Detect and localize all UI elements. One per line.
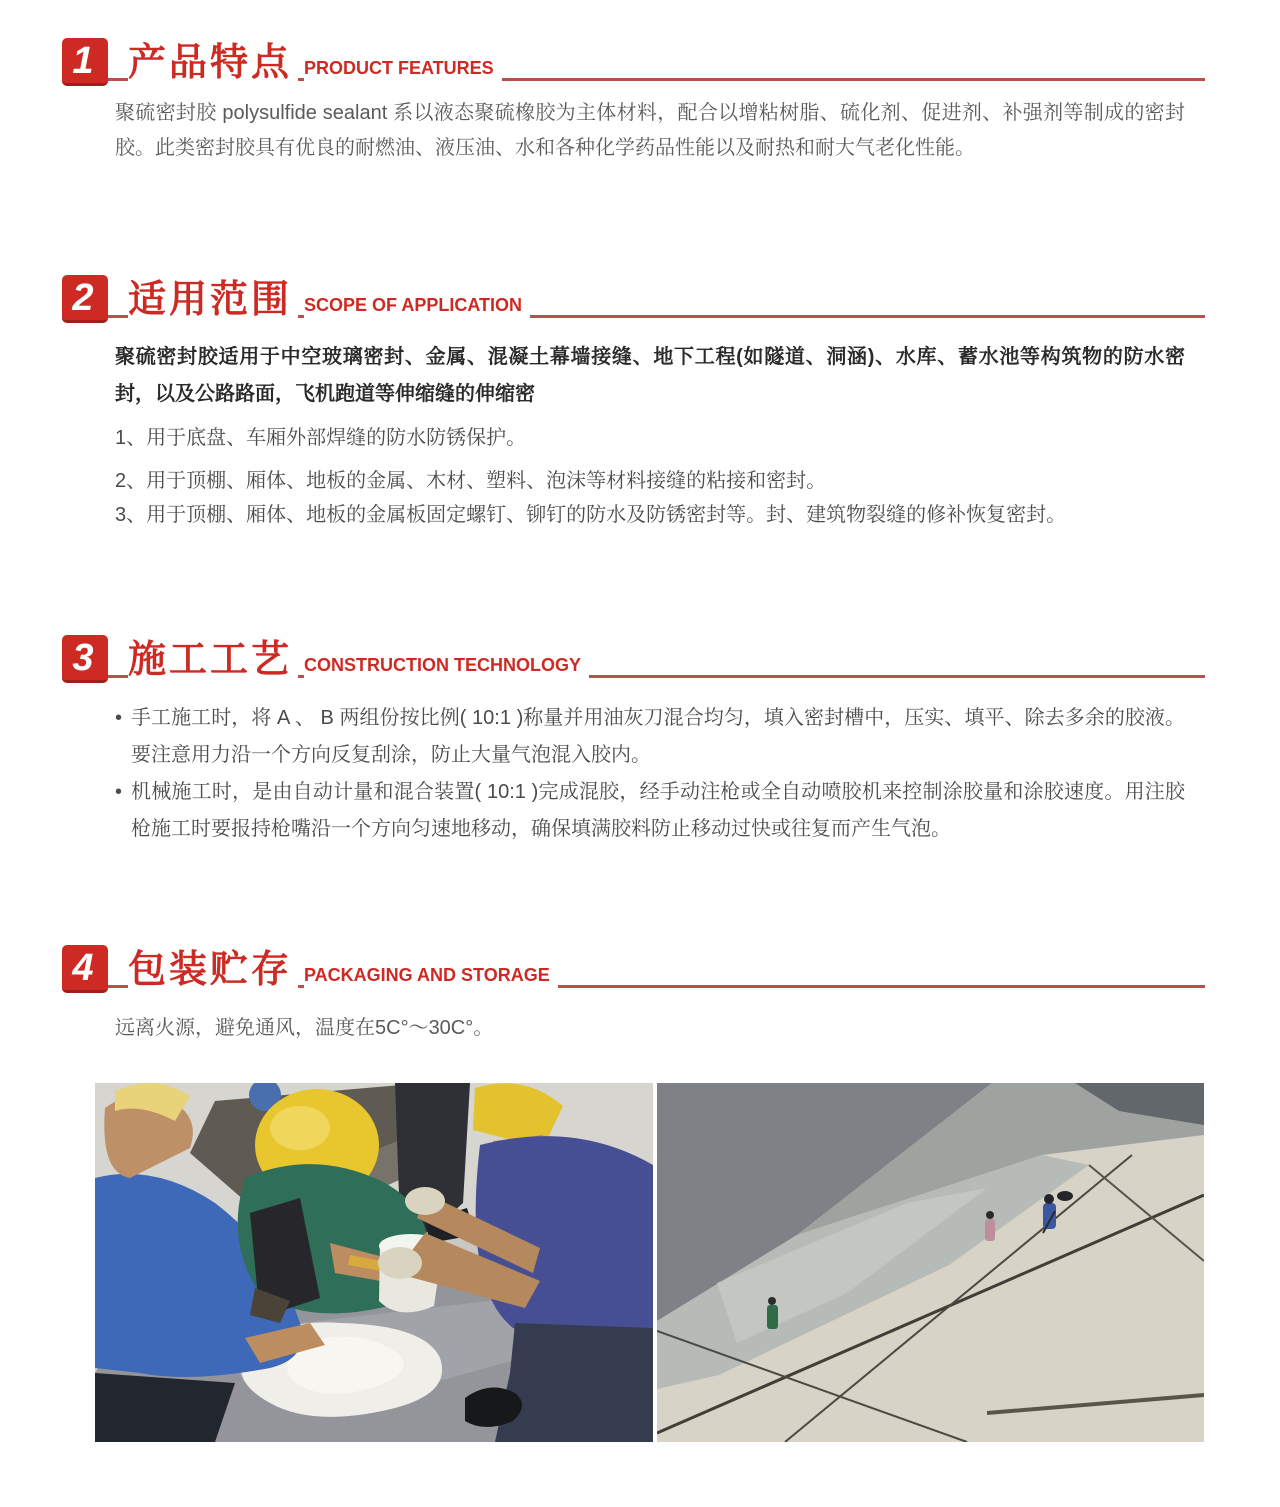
section-number-badge [62, 275, 108, 323]
bullet-item [115, 774, 1185, 848]
bullet-dot-icon: • [115, 707, 123, 729]
bullet-dot-icon: • [115, 781, 123, 803]
section-number-badge [62, 945, 108, 993]
section-construction-technology [62, 635, 1205, 848]
section-title-zh: 产品特点 [128, 40, 298, 86]
section-title-zh: 施工工艺 [128, 637, 298, 683]
section-packaging-and-storage [62, 945, 1205, 1044]
section-2-header [62, 275, 1205, 323]
list-item: 1、用于底盘、车厢外部焊缝的防水防锈保护。 [115, 427, 527, 449]
section-title-en: PRODUCT FEATURES [304, 59, 502, 86]
section-title-en: SCOPE OF APPLICATION [304, 296, 530, 323]
section-title-en: CONSTRUCTION TECHNOLOGY [304, 656, 589, 683]
section-title-zh: 适用范围 [128, 277, 298, 323]
bullet-text: 手工施工时，将 A 、 B 两组份按比例( 10:1 )称量并用油灰刀混合均匀，填入密封槽中，压实、填平、除去多余的胶液。要注意用力沿一个方向反复刮涂，防止大量气泡混入胶内。 [131, 707, 1185, 766]
bullet-item [115, 700, 1185, 774]
section-number: 4 [72, 946, 94, 989]
list-item: 3、用于顶棚、厢体、地板的金属板固定螺钉、铆钉的防水及防锈密封等。封、建筑物裂缝的修补恢复密封。 [115, 504, 1067, 526]
section-title-zh: 包装贮存 [128, 947, 298, 993]
section-title-en: PACKAGING AND STORAGE [304, 966, 558, 993]
bullet-text: 机械施工时，是由自动计量和混合装置( 10:1 )完成混胶，经手动注枪或全自动喷胶机来控制涂胶量和涂胶速度。用注胶枪施工时要报持枪嘴沿一个方向匀速地移动，确保填满胶料防止移动过快或往复而产生气泡。 [131, 781, 1185, 840]
section-number-badge [62, 635, 108, 683]
scope-use-list [115, 421, 1185, 532]
storage-paragraph: 远离火源，避免通风，温度在5C°～30C°。 [115, 1017, 494, 1039]
section-number: 1 [72, 39, 94, 82]
construction-bullet-list [115, 700, 1185, 848]
workers-mixing-sealant-photo [95, 1083, 653, 1442]
dam-slope-joint-sealing-photo [657, 1083, 1204, 1442]
section-number-badge [62, 38, 108, 86]
section-3-header [62, 635, 1205, 683]
section-1-header [62, 38, 1205, 86]
section-number: 3 [72, 636, 94, 679]
section-product-features [62, 38, 1205, 166]
section-scope-of-application [62, 275, 1205, 532]
product-features-paragraph: 聚硫密封胶 polysulfide sealant 系以液态聚硫橡胶为主体材料，配合以增粘树脂、硫化剂、促进剂、补强剂等制成的密封胶。此类密封胶具有优良的耐燃油、液压油、水和各种化学药品性能以及耐热和耐大气老化性能。 [115, 102, 1185, 159]
list-item: 2、用于顶棚、厢体、地板的金属、木材、塑料、泡沫等材料接缝的粘接和密封。 [115, 470, 827, 492]
section-number: 2 [72, 276, 94, 319]
scope-lead-paragraph: 聚硫密封胶适用于中空玻璃密封、金属、混凝土幕墙接缝、地下工程(如隧道、洞涵)、水库、蓄水池等构筑物的防水密封，以及公路路面，飞机跑道等伸缩缝的伸缩密 [115, 346, 1185, 405]
section-4-header [62, 945, 1205, 993]
